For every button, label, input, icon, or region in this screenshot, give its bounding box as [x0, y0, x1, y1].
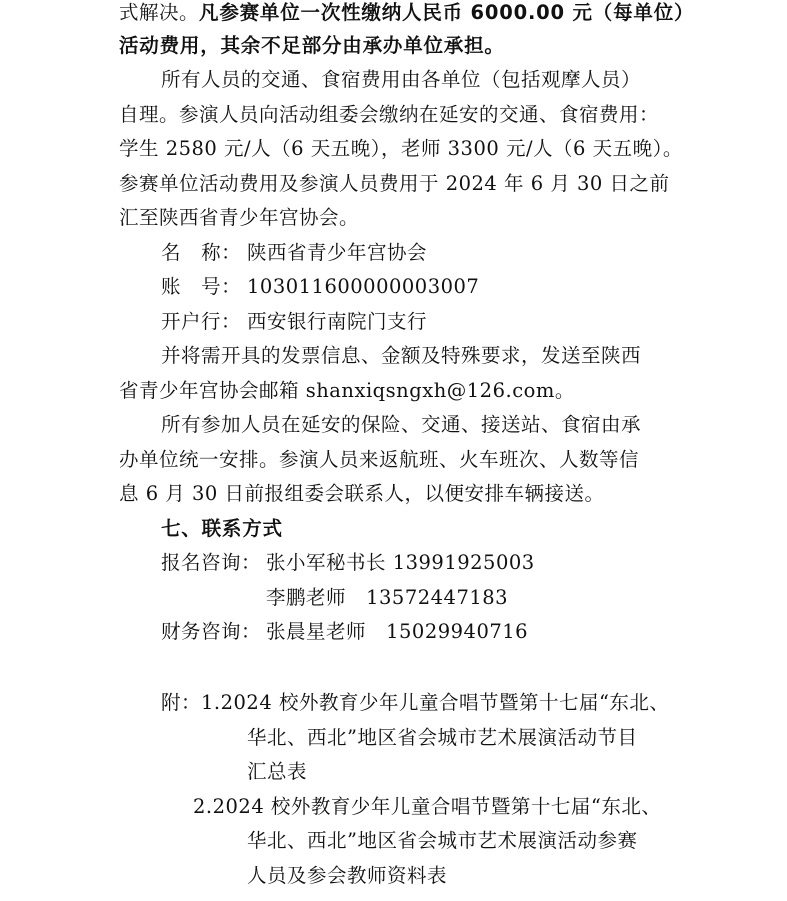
- attachment-item-1-text: 1.2024 校外教育少年儿童合唱节暨第十七届“东北、: [201, 691, 670, 714]
- travel-paragraph-line-4: 参赛单位活动费用及参演人员费用于 2024 年 6 月 30 日之前: [119, 172, 670, 195]
- fee-intro-plain-text: 式解决。: [119, 1, 200, 24]
- travel-paragraph-line-2: 自理。参演人员向活动组委会缴纳在延安的交通、食宿费用：: [119, 103, 660, 126]
- fee-intro-bold-text: 凡参赛单位一次性缴纳人民币 6000.00 元（每单位）: [199, 1, 695, 24]
- bank-account-value: 103011600000003007: [247, 275, 480, 298]
- travel-paragraph-line-5: 汇至陕西省青少年宫协会。: [119, 206, 360, 229]
- arrangement-paragraph-line-2: 办单位统一安排。参演人员来返航班、火车班次、人数等信: [119, 448, 640, 471]
- attachment-item-1-line-3: 汇总表: [247, 760, 308, 783]
- travel-paragraph-line-1: 所有人员的交通、食宿费用由各单位（包括观摩人员）: [161, 68, 642, 91]
- travel-paragraph-line-3: 学生 2580 元/人（6 天五晚），老师 3300 元/人（6 天五晚）。: [119, 137, 683, 160]
- register-label: 报名咨询：: [161, 551, 262, 574]
- arrangement-paragraph-line-1: 所有参加人员在延安的保险、交通、接送站、食宿由承: [161, 413, 642, 436]
- fee-paragraph-line-1: [119, 0, 694, 26]
- attachment-item-2-line-2: 华北、西北”地区省会城市艺术展演活动参赛: [247, 829, 638, 852]
- bank-branch-value: 西安银行南院门支行: [247, 310, 428, 333]
- bank-branch-label: 开户行：: [161, 310, 242, 333]
- register-contact-row: [161, 550, 535, 576]
- bank-name-label: 名 称：: [161, 241, 242, 264]
- contact-heading: 七、联系方式: [161, 517, 283, 540]
- attachment-item-2-line-3: 人员及参会教师资料表: [247, 864, 448, 887]
- attachment-item-1-line-2: 华北、西北”地区省会城市艺术展演活动节目: [247, 726, 638, 749]
- attachments-label: 附：: [161, 691, 202, 714]
- invoice-paragraph-line-2: 省青少年宫协会邮箱 shanxiqsngxh@126.com。: [119, 379, 575, 402]
- finance-contact-row: [161, 619, 528, 645]
- finance-label: 财务咨询：: [161, 620, 262, 643]
- bank-branch-row: [161, 309, 427, 335]
- finance-person: 张晨星老师 15029940716: [266, 620, 529, 643]
- register-person-2: 李鹏老师 13572447183: [266, 586, 509, 609]
- attachment-item-1-line-1: [161, 690, 669, 716]
- arrangement-paragraph-line-3: 息 6 月 30 日前报组委会联系人，以便安排车辆接送。: [119, 482, 605, 505]
- bank-account-row: [161, 274, 479, 300]
- bank-name-value: 陕西省青少年宫协会: [247, 241, 428, 264]
- register-person-1: 张小军秘书长 13991925003: [266, 551, 535, 574]
- fee-paragraph-line-2: 活动费用，其余不足部分由承办单位承担。: [119, 34, 505, 57]
- bank-name-row: [161, 240, 427, 266]
- bank-account-label: 账 号：: [161, 275, 242, 298]
- invoice-paragraph-line-1: 并将需开具的发票信息、金额及特殊要求，发送至陕西: [161, 344, 642, 367]
- attachment-item-2-line-1: 2.2024 校外教育少年儿童合唱节暨第十七届“东北、: [193, 795, 662, 818]
